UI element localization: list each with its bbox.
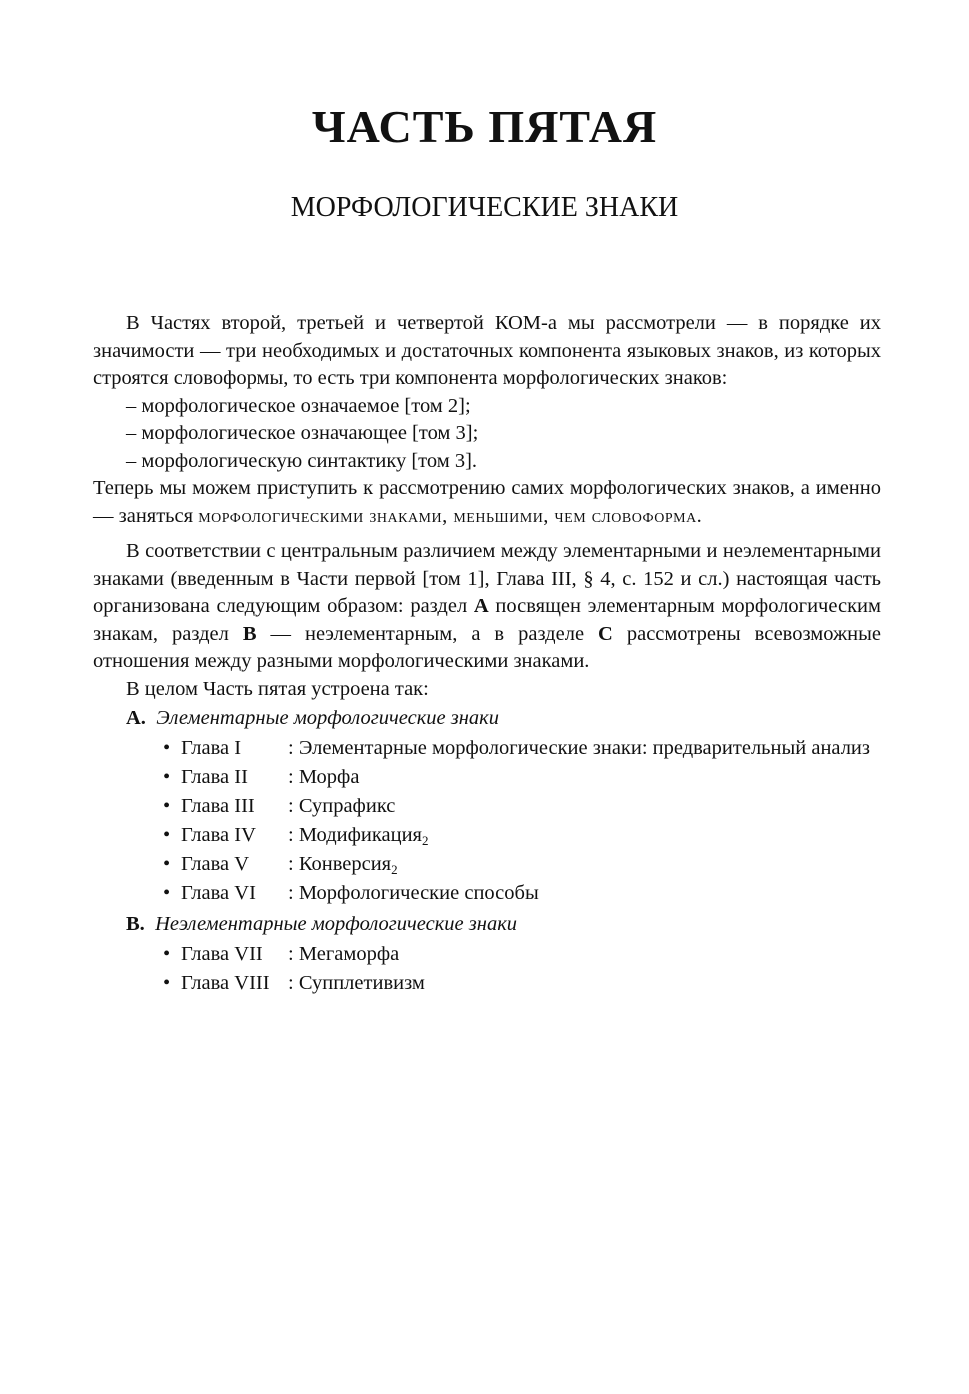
chapter-item: • Глава IV : Модификация$_2$ (93, 822, 881, 851)
structure-text: В соответствии с центральным различием между элементарными и неэлементарными знаками (введенным в Части первой [том 1], Глава III, § 4, с. 152 и сл.) настоящая часть организована следующим образом: раздел (93, 540, 881, 617)
structure-text: посвящен элементарным морфологическим знакам, раздел (93, 595, 881, 645)
list-item: – морфологическое означающее [том 3]; (126, 422, 479, 444)
chapter-title: Мегаморфа (298, 943, 400, 965)
structure-paragraph (93, 538, 881, 676)
section-a-heading (93, 705, 881, 735)
chapter-label: Глава IV (181, 824, 256, 846)
chapter-title (299, 822, 881, 851)
chapter-subscript: 2 (391, 862, 398, 877)
chapter-title: Элементарные морфологические знаки: предварительный анализ (298, 737, 871, 759)
bullet-icon: • (163, 795, 171, 817)
list-item: – морфологическое означаемое [том 2]; (126, 394, 471, 417)
chapter-item: • Глава VI : Морфологические способы (93, 880, 881, 909)
chapter-title-text: Конверсия (298, 853, 392, 875)
bullet-icon: • (163, 972, 171, 994)
overview-intro: В целом Часть пятая устроена так: (126, 677, 429, 700)
chapter-label: Глава III (181, 795, 255, 817)
bullet-icon: • (163, 766, 171, 788)
section-letter-b: B (242, 622, 257, 645)
chapter-item: • Глава II : Морфа (93, 764, 881, 793)
part-subtitle: МОРФОЛОГИЧЕСКИЕ ЗНАКИ (290, 192, 679, 223)
small-caps-term: морфологическими знаками, меньшими, чем словоформа. (198, 504, 703, 527)
chapter-item: • Глава VIII : Супплетивизм (93, 970, 881, 999)
chapter-title: Морфа (298, 766, 360, 788)
chapter-label: Глава VI (181, 882, 256, 904)
bullet-icon: • (163, 737, 171, 759)
chapter-item: • Глава I : Элементарные морфологические знаки: предварительный анализ (93, 735, 881, 764)
list-item: – морфологическую синтактику [том 3]. (126, 449, 478, 472)
section-letter-a: A (473, 595, 489, 617)
chapter-item: • Глава V : Конверсия$_2$ (93, 851, 881, 880)
component-list (93, 393, 881, 476)
chapter-label: Глава II (181, 766, 248, 788)
chapter-subscript: 2 (421, 833, 429, 848)
intro-paragraph: В Частях второй, третьей и четвертой КОМ-а мы рассмотрели — в порядке их значимости — три необходимых и достаточных компонента языковых знаков, из которых строятся словоформы, то есть три компонента морфологических знаков: (93, 312, 881, 389)
chapter-label: Глава V (181, 853, 250, 875)
bullet-icon: • (163, 882, 171, 904)
body-text (93, 310, 881, 999)
structure-text: рассмотрены всевозможные отношения между разными морфологическими знаками. (93, 622, 881, 672)
section-letter: A. (126, 707, 146, 729)
chapter-title: Морфологические способы (298, 882, 539, 904)
chapter-label: Глава VII (181, 943, 263, 965)
chapter-item: • Глава VII : Мегаморфа (93, 941, 881, 970)
chapter-label: Глава I (181, 737, 242, 759)
section-title: Неэлементарные морфологические знаки (155, 913, 518, 935)
bullet-icon: • (163, 824, 171, 846)
section-b-heading (93, 911, 881, 941)
chapter-list-a (93, 735, 881, 909)
section-letter: B. (126, 913, 145, 935)
chapter-title: Супрафикс (298, 795, 396, 817)
transition-text: Теперь мы можем приступить к рассмотрению самих морфологических знаков, а именно — заняться (93, 477, 881, 527)
section-title: Элементарные морфологические знаки (156, 707, 500, 729)
chapter-title: Супплетивизм (298, 972, 425, 994)
transition-paragraph (93, 475, 881, 530)
chapter-title-text: Модификация (298, 824, 422, 846)
structure-text: — неэлементарным, а в разделе (256, 622, 599, 645)
chapter-item: • Глава III : Супрафикс (93, 793, 881, 822)
chapter-label: Глава VIII (181, 972, 270, 994)
chapter-title (299, 851, 881, 880)
section-letter-c: C (598, 622, 613, 645)
bullet-icon: • (163, 853, 171, 875)
part-title: ЧАСТЬ ПЯТАЯ (311, 101, 658, 152)
bullet-icon: • (163, 943, 171, 965)
chapter-list-b (93, 941, 881, 999)
